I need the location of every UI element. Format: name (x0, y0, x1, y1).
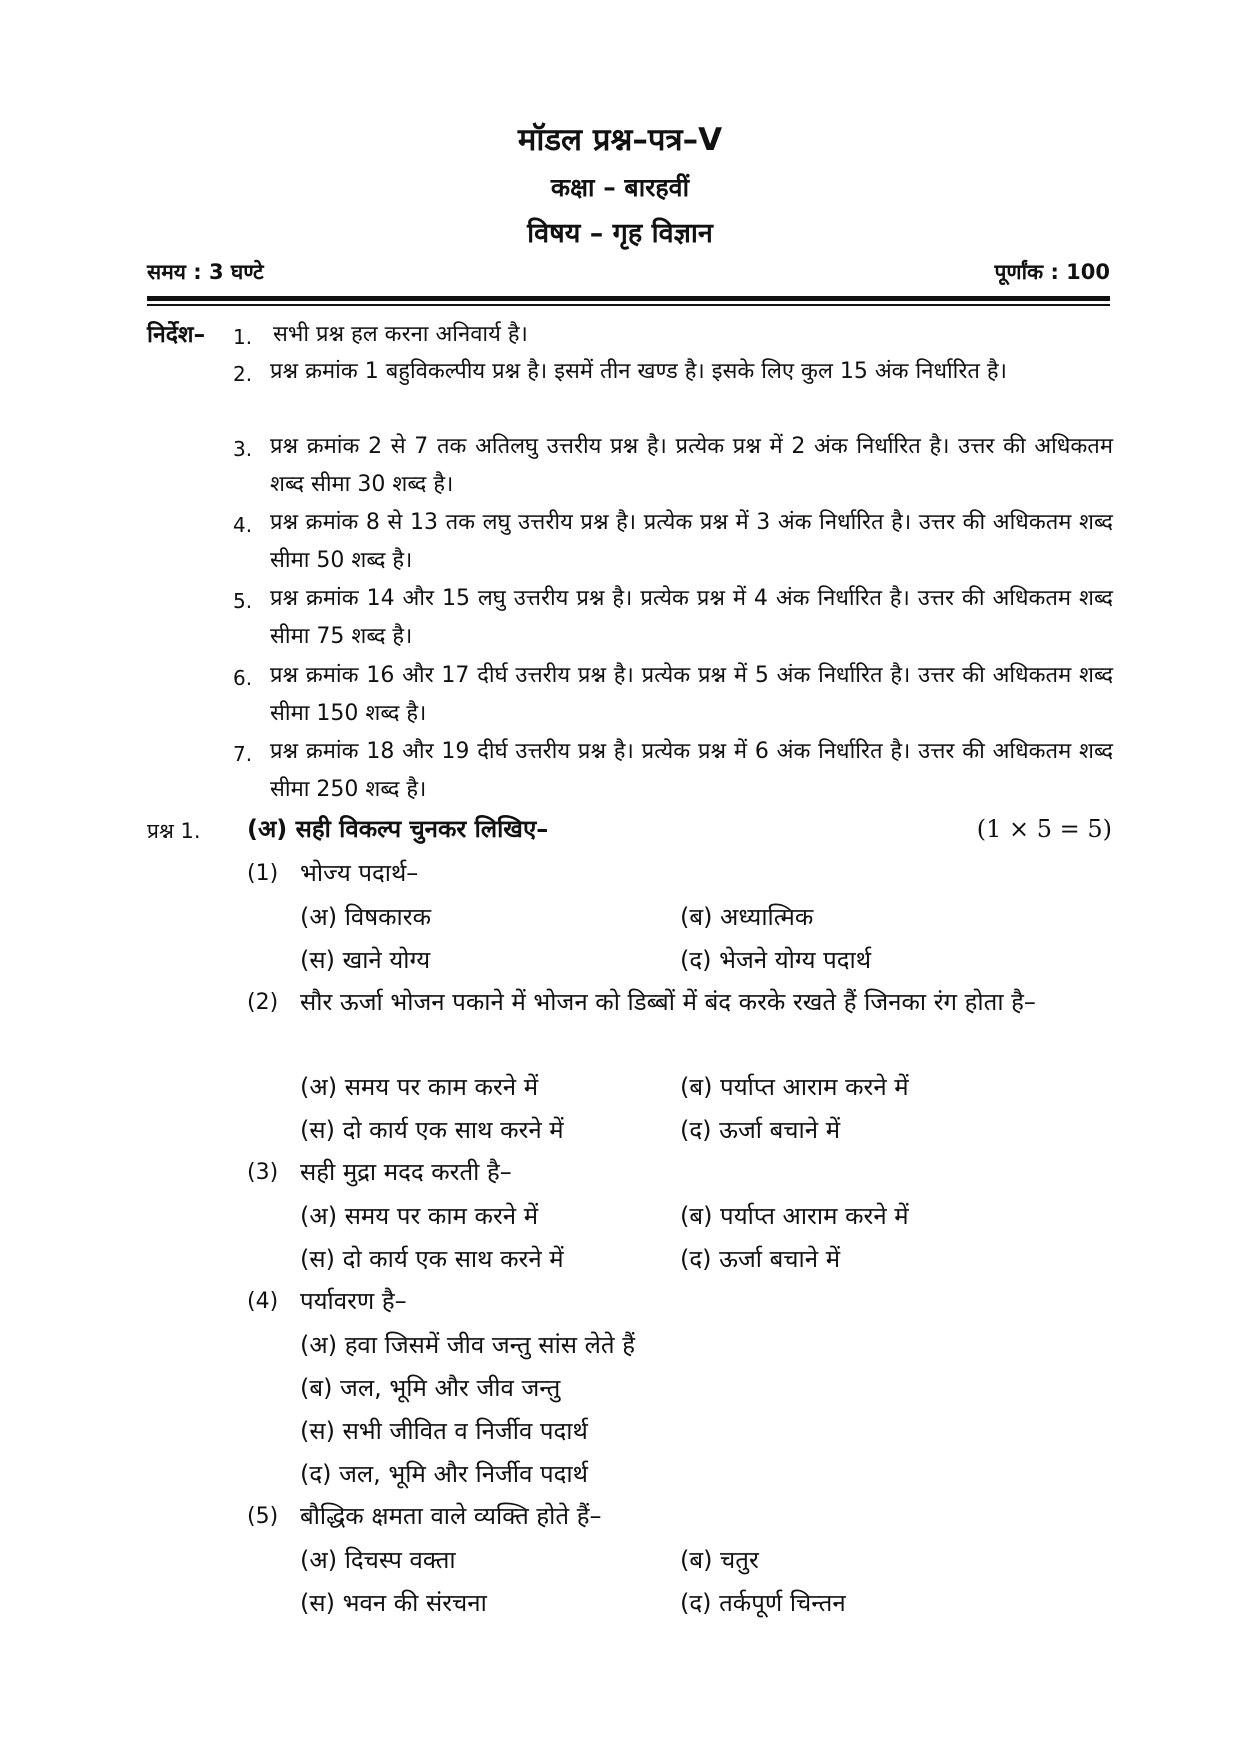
instruction-text: सभी प्रश्न हल करना अनिवार्य है। (273, 322, 528, 347)
option: (ब) जल, भूमि और जीव जन्तु (300, 1374, 561, 1402)
sub-question-number: (5) (247, 1504, 279, 1529)
instruction-text: प्रश्न क्रमांक 14 और 15 लघु उत्तरीय प्रश्न है। प्रत्येक प्रश्न में 4 अंक निर्धारित है। उत्तर की अधिकतम शब्द सीमा 75 शब्द है। (270, 586, 1113, 649)
option: (अ) दिचस्प वक्ता (300, 1546, 456, 1574)
instruction-item (273, 316, 528, 354)
paper-title: मॉडल प्रश्न–पत्र–V (517, 122, 723, 158)
option: (द) ऊर्जा बचाने में (680, 1116, 841, 1144)
instruction-text: प्रश्न क्रमांक 18 और 19 दीर्घ उत्तरीय प्रश्न है। प्रत्येक प्रश्न में 6 अंक निर्धारित है। उत्तर की अधिकतम शब्द सीमा 250 शब्द है। (270, 739, 1113, 802)
option: (द) तर्कपूर्ण चिन्तन (680, 1589, 846, 1617)
instruction-number: 1. (233, 325, 253, 349)
option: (अ) हवा जिसमें जीव जन्तु सांस लेते हैं (300, 1331, 635, 1359)
sub-question-text: सौर ऊर्जा भोजन पकाने में भोजन को डिब्बों में बंद करके रखते हैं जिनका रंग होता है– (300, 988, 1036, 1016)
option: (स) दो कार्य एक साथ करने में (300, 1116, 564, 1144)
instruction-number: 3. (233, 437, 253, 461)
question-marks: (1 × 5 = 5) (976, 815, 1112, 843)
option: (ब) चतुर (680, 1546, 759, 1574)
sub-question-text: सही मुद्रा मदद करती है– (300, 1158, 512, 1186)
sub-question-number: (3) (247, 1160, 279, 1185)
instruction-number: 4. (233, 513, 253, 537)
instruction-number: 7. (233, 742, 253, 766)
instruction-text: प्रश्न क्रमांक 1 बहुविकल्पीय प्रश्न है। इसमें तीन खण्ड है। इसके लिए कुल 15 अंक निर्धारित है। (270, 359, 1007, 384)
instruction-text: प्रश्न क्रमांक 2 से 7 तक अतिलघु उत्तरीय प्रश्न है। प्रत्येक प्रश्न में 2 अंक निर्धारित है। उत्तर की अधिकतम शब्द सीमा 30 शब्द है। (270, 434, 1113, 497)
sub-question-text: भोज्य पदार्थ– (300, 859, 419, 887)
option: (स) भवन की संरचना (300, 1589, 487, 1617)
option: (द) ऊर्जा बचाने में (680, 1245, 841, 1273)
time-allowed: समय : 3 घण्टे (147, 260, 264, 284)
option: (अ) समय पर काम करने में (300, 1202, 539, 1230)
header-divider-thin (147, 304, 1110, 306)
sub-question-number: (4) (247, 1289, 279, 1314)
instruction-text: प्रश्न क्रमांक 16 और 17 दीर्घ उत्तरीय प्रश्न है। प्रत्येक प्रश्न में 5 अंक निर्धारित है। उत्तर की अधिकतम शब्द सीमा 150 शब्द है। (270, 663, 1113, 726)
option: (ब) पर्याप्त आराम करने में (680, 1073, 909, 1101)
option: (द) जल, भूमि और निर्जीव पदार्थ (300, 1460, 588, 1488)
instruction-number: 5. (233, 589, 253, 613)
sub-question-number: (2) (247, 990, 279, 1015)
option: (स) खाने योग्य (300, 946, 431, 974)
option: (अ) विषकारक (300, 903, 432, 931)
question-label: प्रश्न 1. (147, 819, 201, 843)
sub-question-text: बौद्धिक क्षमता वाले व्यक्ति होते हैं– (300, 1502, 602, 1530)
option: (स) दो कार्य एक साथ करने में (300, 1245, 564, 1273)
instruction-number: 2. (233, 362, 253, 386)
option: (अ) समय पर काम करने में (300, 1073, 539, 1101)
option: (ब) अध्यात्मिक (680, 903, 814, 931)
class-line: कक्षा – बारहवीं (550, 173, 690, 202)
option: (स) सभी जीवित व निर्जीव पदार्थ (300, 1417, 588, 1445)
option: (ब) पर्याप्त आराम करने में (680, 1202, 909, 1230)
sub-question-text: पर्यावरण है– (300, 1287, 407, 1315)
option: (द) भेजने योग्य पदार्थ (680, 946, 872, 974)
instruction-number: 6. (233, 666, 253, 690)
question-heading: (अ) सही विकल्प चुनकर लिखिए– (247, 815, 549, 843)
header-divider-thick (147, 296, 1110, 301)
max-marks: पूर्णांक : 100 (994, 260, 1110, 284)
subject-line: विषय – गृह विज्ञान (527, 218, 713, 249)
sub-question-number: (1) (247, 861, 279, 886)
instruction-text: प्रश्न क्रमांक 8 से 13 तक लघु उत्तरीय प्रश्न है। प्रत्येक प्रश्न में 3 अंक निर्धारित है। उत्तर की अधिकतम शब्द सीमा 50 शब्द है। (270, 510, 1113, 573)
instructions-label: निर्देश– (147, 322, 206, 348)
